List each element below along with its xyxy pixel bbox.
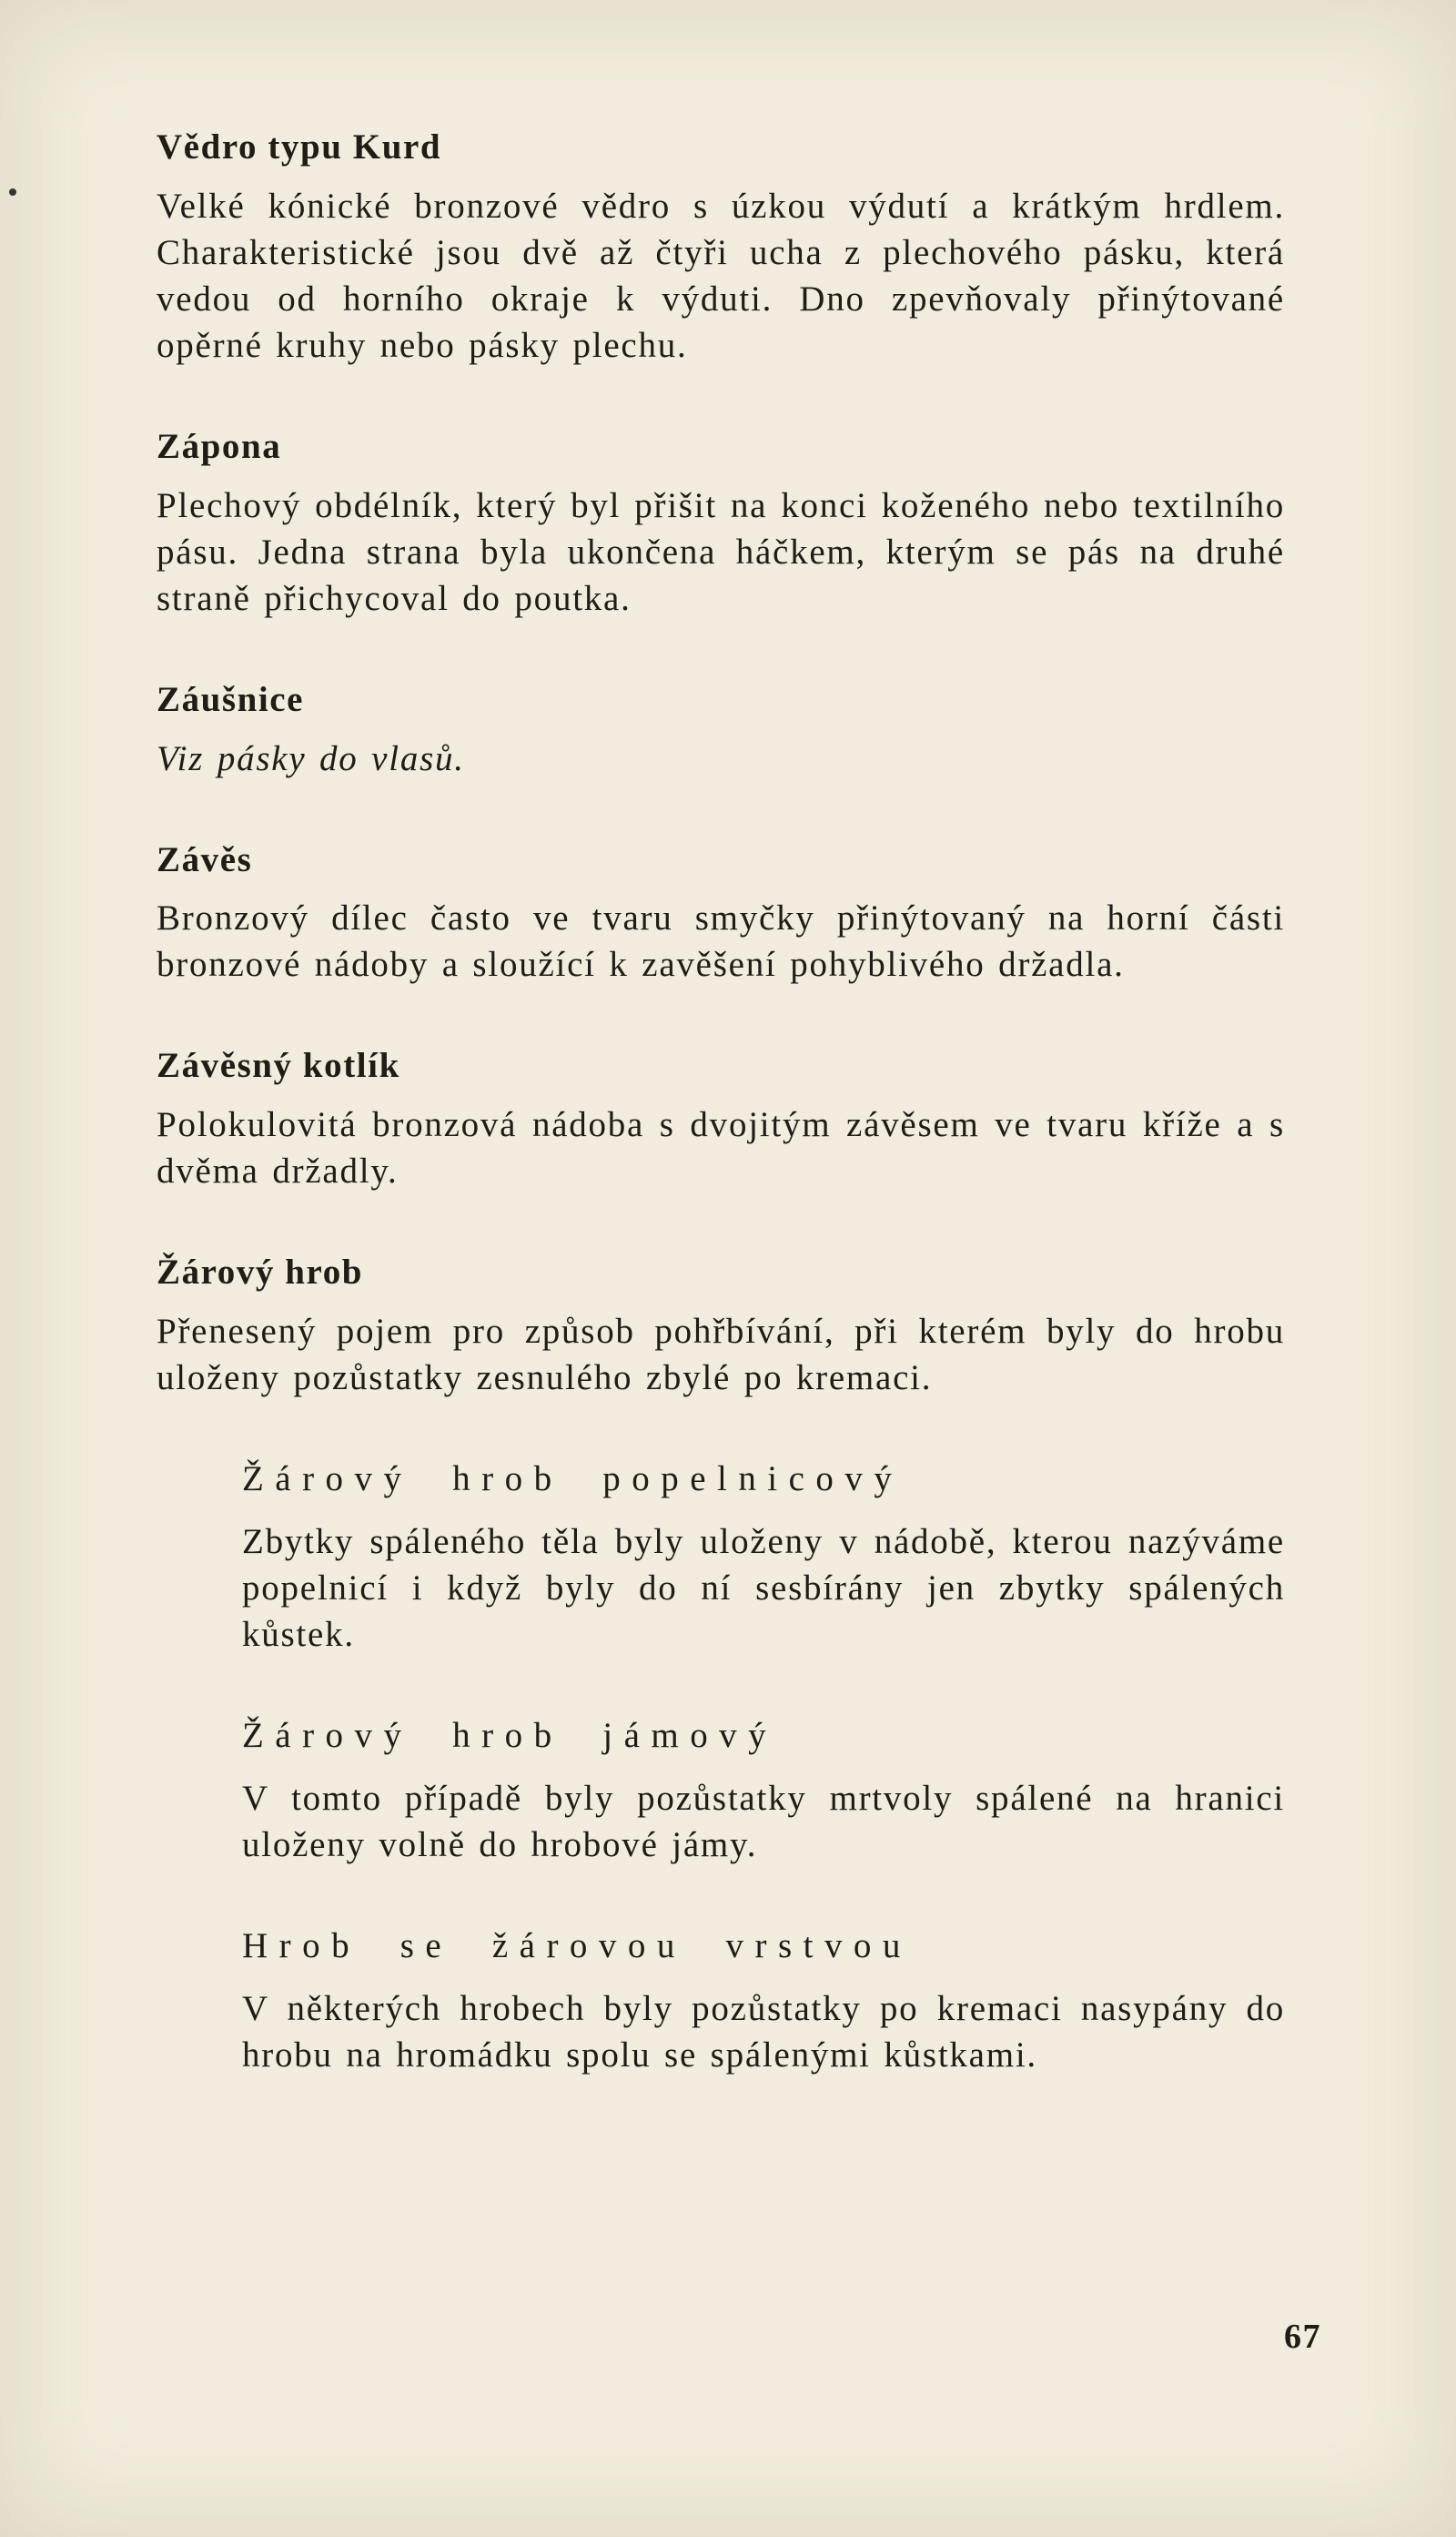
entry-term: Záušnice [157,679,305,719]
glossary-entry [157,680,1285,782]
entry-term: Vědro typu Kurd [157,127,442,167]
entry-term: Žárový hrob popelnicový [242,1459,904,1499]
entry-term: Závěs [157,839,253,879]
entry-term: Hrob se žárovou vrstvou [242,1925,912,1965]
page-number: 67 [1283,2318,1321,2356]
entry-definition: Přenesený pojem pro způsob pohřbívání, při kterém byly do hrobu uloženy pozůstatky zesnulého zbylé po kremaci. [157,1312,1285,1398]
entry-term: Závěsný kotlík [157,1046,400,1086]
entry-definition: Polokulovitá bronzová nádoba s dvojitým závěsem ve tvaru kříže a s dvěma držadly. [157,1105,1285,1192]
entry-term: Zápona [157,426,282,466]
glossary-entry [157,427,1285,622]
glossary-entry [242,1716,1285,1868]
glossary-entries [157,127,1285,2078]
entry-definition: Viz pásky do vlasů. [157,738,465,778]
glossary-entry [157,840,1285,989]
entry-definition: Zbytky spáleného těla byly uloženy v nádobě, kterou nazýváme popelnicí i když byly do ní sesbírány jen zbytky spálených kůstek. [242,1521,1285,1654]
entry-term: Žárový hrob jámový [242,1715,778,1755]
glossary-entry [157,127,1285,369]
glossary-entry [157,1046,1285,1194]
glossary-entry [242,1459,1285,1658]
entry-definition: Velké kónické bronzové vědro s úzkou výdutí a krátkým hrdlem. Charakteristické jsou dvě až čtyři ucha z plechového pásku, která vedou od horního okraje k výduti. Dno zpevňovaly přinýtované opěrné kruhy nebo pásky plechu. [157,186,1285,365]
glossary-entry [157,1253,1285,1401]
entry-definition: Plechový obdélník, který byl přišit na konci koženého nebo textilního pásu. Jedna strana byla ukončena háčkem, kterým se pás na druhé straně přichycoval do poutka. [157,485,1285,618]
entry-definition: V tomto případě byly pozůstatky mrtvoly spálené na hranici uloženy volně do hrobové jámy. [242,1778,1285,1864]
scan-speck [9,188,16,196]
entry-definition: V některých hrobech byly pozůstatky po kremaci nasypány do hrobu na hromádku spolu se spálenými kůstkami. [242,1988,1285,2075]
glossary-entry [242,1926,1285,2078]
entry-term: Žárový hrob [157,1253,364,1293]
entry-definition: Bronzový dílec často ve tvaru smyčky přinýtovaný na horní části bronzové nádoby a sloužící k zavěšení pohyblivého držadla. [157,898,1285,985]
